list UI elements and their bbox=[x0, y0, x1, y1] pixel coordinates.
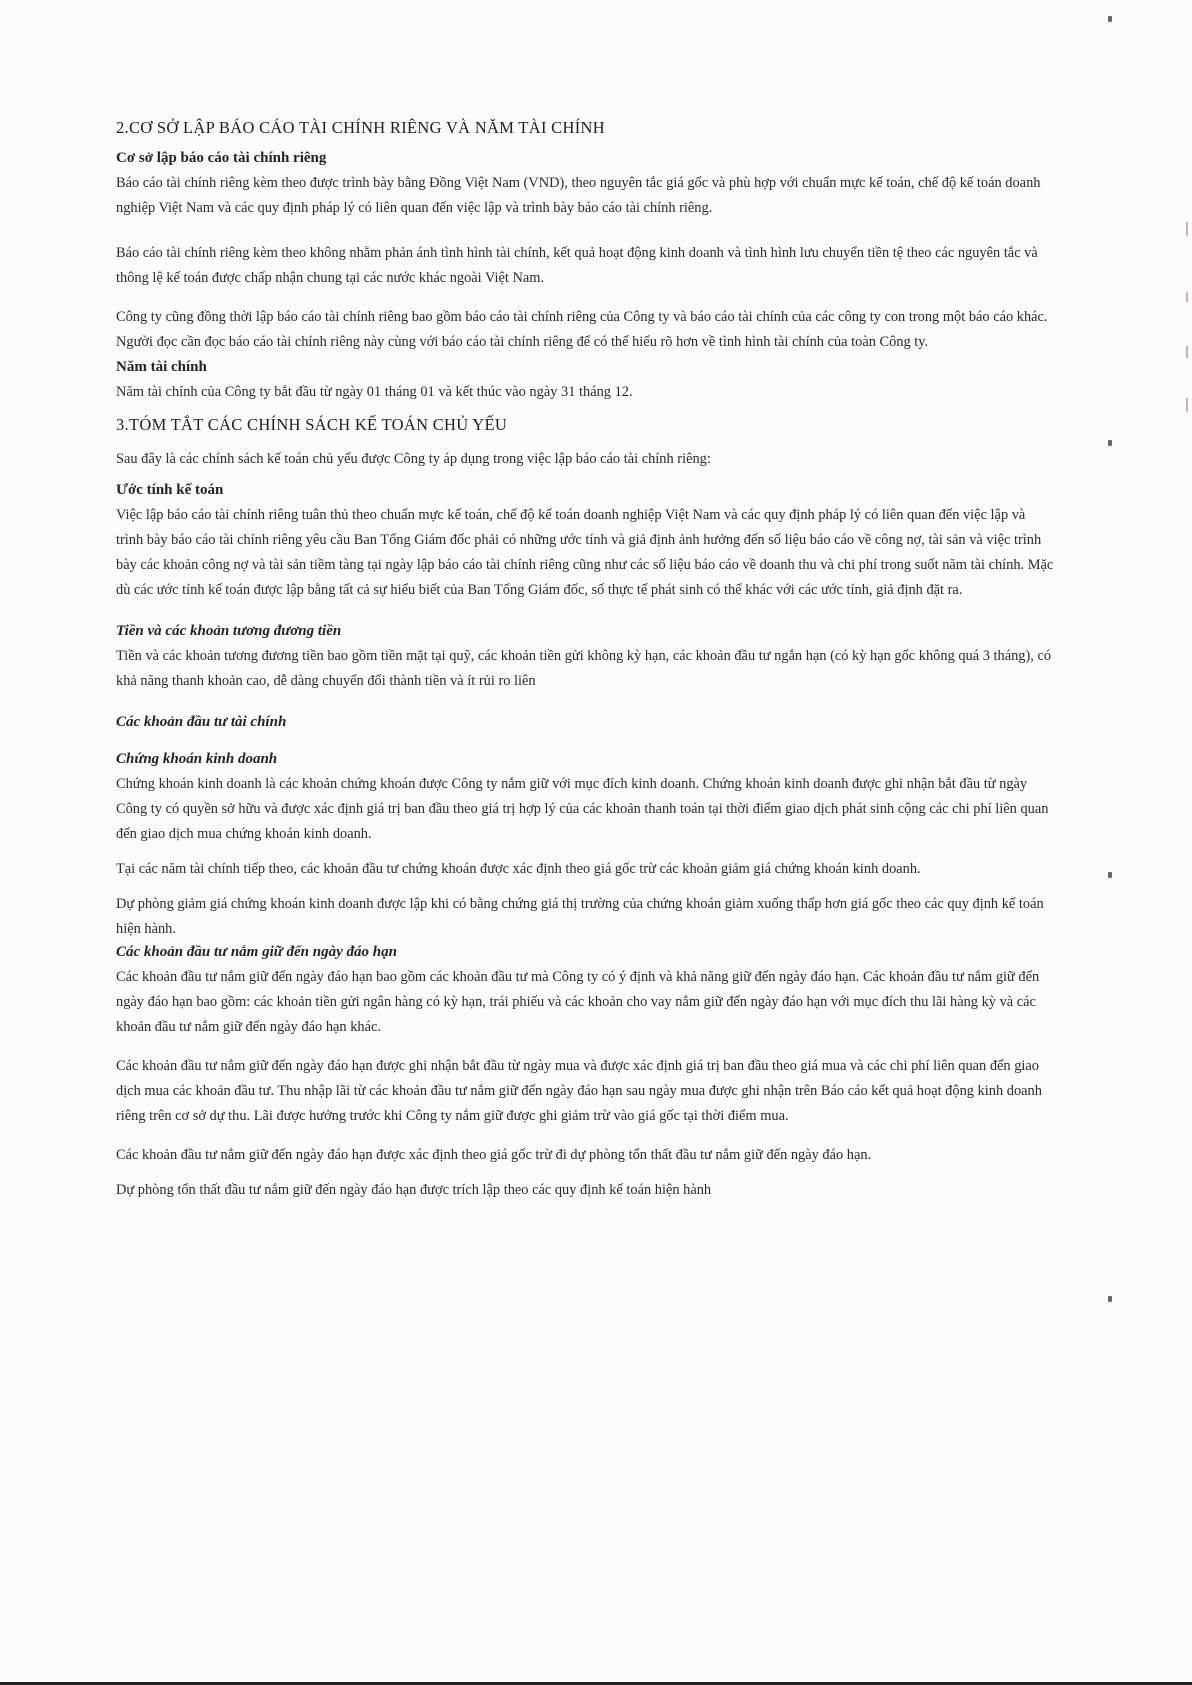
paragraph: Các khoản đầu tư nắm giữ đến ngày đáo hạn được ghi nhận bắt đầu từ ngày mua và được xác định giá trị ban đầu theo giá mua và các chi phí liên quan đến giao dịch mua các khoản đầu tư. Thu nhập lãi từ các khoản đầu tư nắm giữ đến ngày đáo hạn sau ngày mua được ghi nhận trên Báo cáo kết quả hoạt động kinh doanh riêng trên cơ sở dự thu. Lãi được hưởng trước khi Công ty nắm giữ được ghi giảm trừ vào giá gốc tại thời điểm mua. bbox=[116, 1058, 1042, 1124]
subheading: Năm tài chính bbox=[116, 359, 207, 375]
document-content bbox=[116, 118, 1056, 1213]
section-heading: 2.CƠ SỞ LẬP BÁO CÁO TÀI CHÍNH RIÊNG VÀ NĂM TÀI CHÍNH bbox=[116, 118, 605, 137]
edge-mark bbox=[1186, 222, 1188, 236]
paragraph: Chứng khoán kinh doanh là các khoản chứng khoán được Công ty nắm giữ với mục đích kinh doanh. Chứng khoán kinh doanh được ghi nhận bắt đầu từ ngày Công ty có quyền sở hữu và được xác định giá trị ban đầu theo giá trị hợp lý của các khoản thanh toán tại thời điểm giao dịch phát sinh cộng các chi phí liên quan đến giao dịch mua chứng khoán kinh doanh. bbox=[116, 776, 1049, 842]
subheading: Tiền và các khoản tương đương tiền bbox=[116, 623, 342, 639]
subheading: Cơ sở lập báo cáo tài chính riêng bbox=[116, 150, 327, 166]
edge-mark bbox=[1186, 292, 1188, 302]
paragraph: Báo cáo tài chính riêng kèm theo không nhằm phản ánh tình hình tài chính, kết quả hoạt động kinh doanh và tình hình lưu chuyển tiền tệ theo các nguyên tắc và thông lệ kế toán được chấp nhận chung tại các nước khác ngoài Việt Nam. bbox=[116, 245, 1038, 286]
subheading: Các khoản đầu tư nắm giữ đến ngày đáo hạn bbox=[116, 944, 397, 960]
paragraph: Sau đây là các chính sách kế toán chủ yếu được Công ty áp dụng trong việc lập báo cáo tài chính riêng: bbox=[116, 451, 711, 467]
scan-mark bbox=[1108, 872, 1112, 878]
subheading: Chứng khoán kinh doanh bbox=[116, 751, 278, 767]
scan-mark bbox=[1108, 16, 1112, 22]
paragraph: Dự phòng tổn thất đầu tư nắm giữ đến ngày đáo hạn được trích lập theo các quy định kế toán hiện hành bbox=[116, 1182, 712, 1198]
edge-mark bbox=[1186, 398, 1188, 412]
paragraph: Công ty cũng đồng thời lập báo cáo tài chính riêng bao gồm báo cáo tài chính riêng của Công ty và báo cáo tài chính của các công ty con trong một báo cáo khác. Người đọc cần đọc báo cáo tài chính riêng này cùng với báo cáo tài chính riêng để có thể hiểu rõ hơn về tình hình tài chính của toàn Công ty. bbox=[116, 309, 1048, 350]
paragraph: Tại các năm tài chính tiếp theo, các khoản đầu tư chứng khoán được xác định theo giá gốc trừ các khoản giảm giá chứng khoán kinh doanh. bbox=[116, 861, 921, 877]
paragraph: Dự phòng giảm giá chứng khoán kinh doanh được lập khi có bằng chứng giá thị trường của chứng khoán giảm xuống thấp hơn giá gốc theo các quy định kế toán hiện hành. bbox=[116, 896, 1044, 937]
paragraph: Các khoản đầu tư nắm giữ đến ngày đáo hạn được xác định theo giá gốc trừ đi dự phòng tổn thất đầu tư nắm giữ đến ngày đáo hạn. bbox=[116, 1147, 872, 1163]
subheading: Ước tính kế toán bbox=[116, 482, 224, 498]
subheading: Các khoản đầu tư tài chính bbox=[116, 714, 287, 730]
section-heading: 3.TÓM TẮT CÁC CHÍNH SÁCH KẾ TOÁN CHỦ YẾU bbox=[116, 415, 508, 434]
edge-mark bbox=[1186, 346, 1188, 358]
scan-mark bbox=[1108, 440, 1112, 446]
paragraph: Tiền và các khoản tương đương tiền bao gồm tiền mặt tại quỹ, các khoản tiền gửi không kỳ hạn, các khoản đầu tư ngắn hạn (có kỳ hạn gốc không quá 3 tháng), có khả năng thanh khoản cao, dễ dàng chuyển đổi thành tiền và ít rủi ro liên bbox=[116, 648, 1052, 689]
paragraph: Các khoản đầu tư nắm giữ đến ngày đáo hạn bao gồm các khoản đầu tư mà Công ty có ý định và khả năng giữ đến ngày đáo hạn. Các khoản đầu tư nắm giữ đến ngày đáo hạn bao gồm: các khoản tiền gửi ngân hàng có kỳ hạn, trái phiếu và các khoản cho vay nắm giữ đến ngày đáo hạn với mục đích thu lãi hàng kỳ và các khoản đầu tư nắm giữ đến ngày đáo hạn khác. bbox=[116, 969, 1040, 1035]
paragraph: Năm tài chính của Công ty bắt đầu từ ngày 01 tháng 01 và kết thúc vào ngày 31 tháng 12. bbox=[116, 384, 633, 400]
paragraph: Việc lập báo cáo tài chính riêng tuân thủ theo chuẩn mực kế toán, chế độ kế toán doanh nghiệp Việt Nam và các quy định pháp lý có liên quan đến việc lập và trình bày báo cáo tài chính riêng yêu cầu Ban Tổng Giám đốc phải có những ước tính và giả định ảnh hưởng đến số liệu báo cáo về công nợ, tài sản và việc trình bày các khoản công nợ và tài sản tiềm tàng tại ngày lập báo cáo tài chính riêng cũng như các số liệu báo cáo về doanh thu và chi phí trong suốt năm tài chính. Mặc dù các ước tính kế toán được lập bằng tất cả sự hiểu biết của Ban Tổng Giám đốc, số thực tế phát sinh có thể khác với các ước tính, giả định đặt ra. bbox=[116, 507, 1054, 598]
paragraph: Báo cáo tài chính riêng kèm theo được trình bày bằng Đồng Việt Nam (VND), theo nguyên tắc giá gốc và phù hợp với chuẩn mực kế toán, chế độ kế toán doanh nghiệp Việt Nam và các quy định pháp lý có liên quan đến việc lập và trình bày báo cáo tài chính riêng. bbox=[116, 175, 1041, 216]
scan-mark bbox=[1108, 1296, 1112, 1302]
